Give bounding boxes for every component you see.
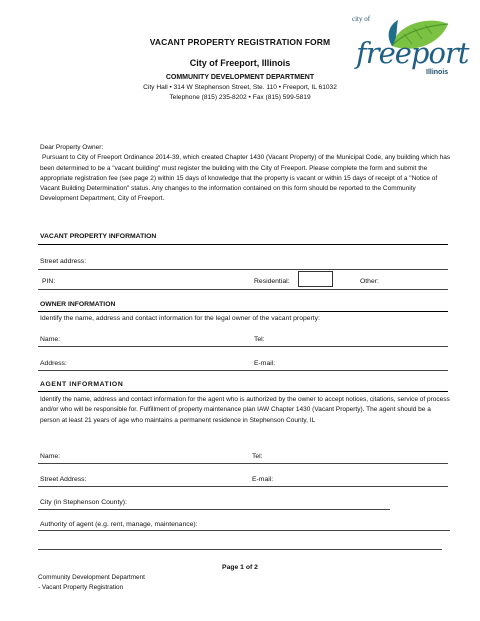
agent-heading: AGENT INFORMATION [40, 381, 124, 388]
agent-street-label: Street Address: [40, 476, 87, 483]
agent-name-label: Name: [40, 453, 61, 460]
other-label: Other: [360, 278, 379, 285]
owner-instruction: Identify the name, address and contact information for the legal owner of the vacant property: [40, 315, 320, 322]
owner-tel-label: Tel: [254, 336, 265, 343]
residential-label: Residential: [254, 278, 290, 285]
residential-checkbox[interactable] [298, 271, 333, 287]
agent-name-field[interactable] [38, 463, 448, 464]
section-rule [38, 244, 448, 245]
section-rule [38, 311, 448, 312]
letter [40, 143, 452, 205]
owner-address-label: Address: [40, 360, 67, 367]
agent-tel-label: Tel: [252, 453, 263, 460]
street-address-label: Street address: [40, 258, 87, 265]
footer-department: Community Development Department [38, 574, 145, 581]
agent-email-label: E-mail: [252, 476, 274, 483]
agent-authority-label: Authority of agent (e.g. rent, manage, maintenance): [40, 521, 198, 528]
page-number: Page 1 of 2 [222, 564, 258, 571]
agent-city-field[interactable] [38, 509, 390, 510]
owner-name-label: Name: [40, 336, 61, 343]
city-name: City of Freeport, Illinois [189, 58, 291, 68]
letter-greeting: Dear Property Owner: [40, 144, 104, 151]
agent-authority-field-extra[interactable] [38, 549, 442, 550]
department-name: COMMUNITY DEVELOPMENT DEPARTMENT [165, 74, 315, 81]
owner-address-field[interactable] [38, 370, 448, 371]
vacant-property-heading: VACANT PROPERTY INFORMATION [40, 233, 157, 240]
agent-authority-field[interactable] [38, 530, 450, 531]
logo-state: Illinois [426, 69, 449, 76]
form-title: VACANT PROPERTY REGISTRATION FORM [149, 37, 331, 47]
letter-body: Pursuant to City of Freeport Ordinance 2014-39, which created Chapter 1430 (Vacant Property) of the Municipal Code, any building which has been determined to be a "vacant building" must register the building with the City of Freeport. Please complete the form and submit the appropriate registration fee (see page 2) within 15 days of knowledge that the property is vacant or within 15 days of receipt of a "Notice of Vacant Building Determination" status. Any changes to the information contained on this form should be reported to the Community Development Department, City of Freeport. [40, 154, 451, 203]
owner-heading: OWNER INFORMATION [40, 301, 116, 308]
pin-field[interactable] [38, 289, 448, 290]
agent-street-field[interactable] [38, 486, 448, 487]
owner-email-label: E-mail: [254, 360, 276, 367]
freeport-logo [352, 14, 472, 84]
department-phone: Telephone (815) 235-8202 • Fax (815) 599-5819 [169, 94, 311, 101]
section-rule [38, 391, 448, 392]
department-address: City Hall • 314 W Stephenson Street, Ste. 110 • Freeport, IL 61032 [143, 84, 337, 91]
footer-form-name: - Vacant Property Registration [38, 584, 124, 591]
owner-name-field[interactable] [38, 346, 448, 347]
pin-label: PIN: [42, 278, 56, 285]
agent-instruction: Identify the name, address and contact information for the agent who is authorized by the owner to accept notices, citations, service of process and/or who will be responsible for. Fulfillment of property maintenance plan IAW Chapter 1430 (Vacant Property). The agent should be a person at least 21 years of age who maintains a permanent residence in Stephenson County, IL [40, 396, 450, 424]
street-address-field[interactable] [38, 269, 448, 270]
agent-city-label: City (in Stephenson County): [40, 499, 127, 506]
logo-freeport: freeport [356, 36, 469, 70]
logo-city-of: city of [352, 15, 371, 23]
